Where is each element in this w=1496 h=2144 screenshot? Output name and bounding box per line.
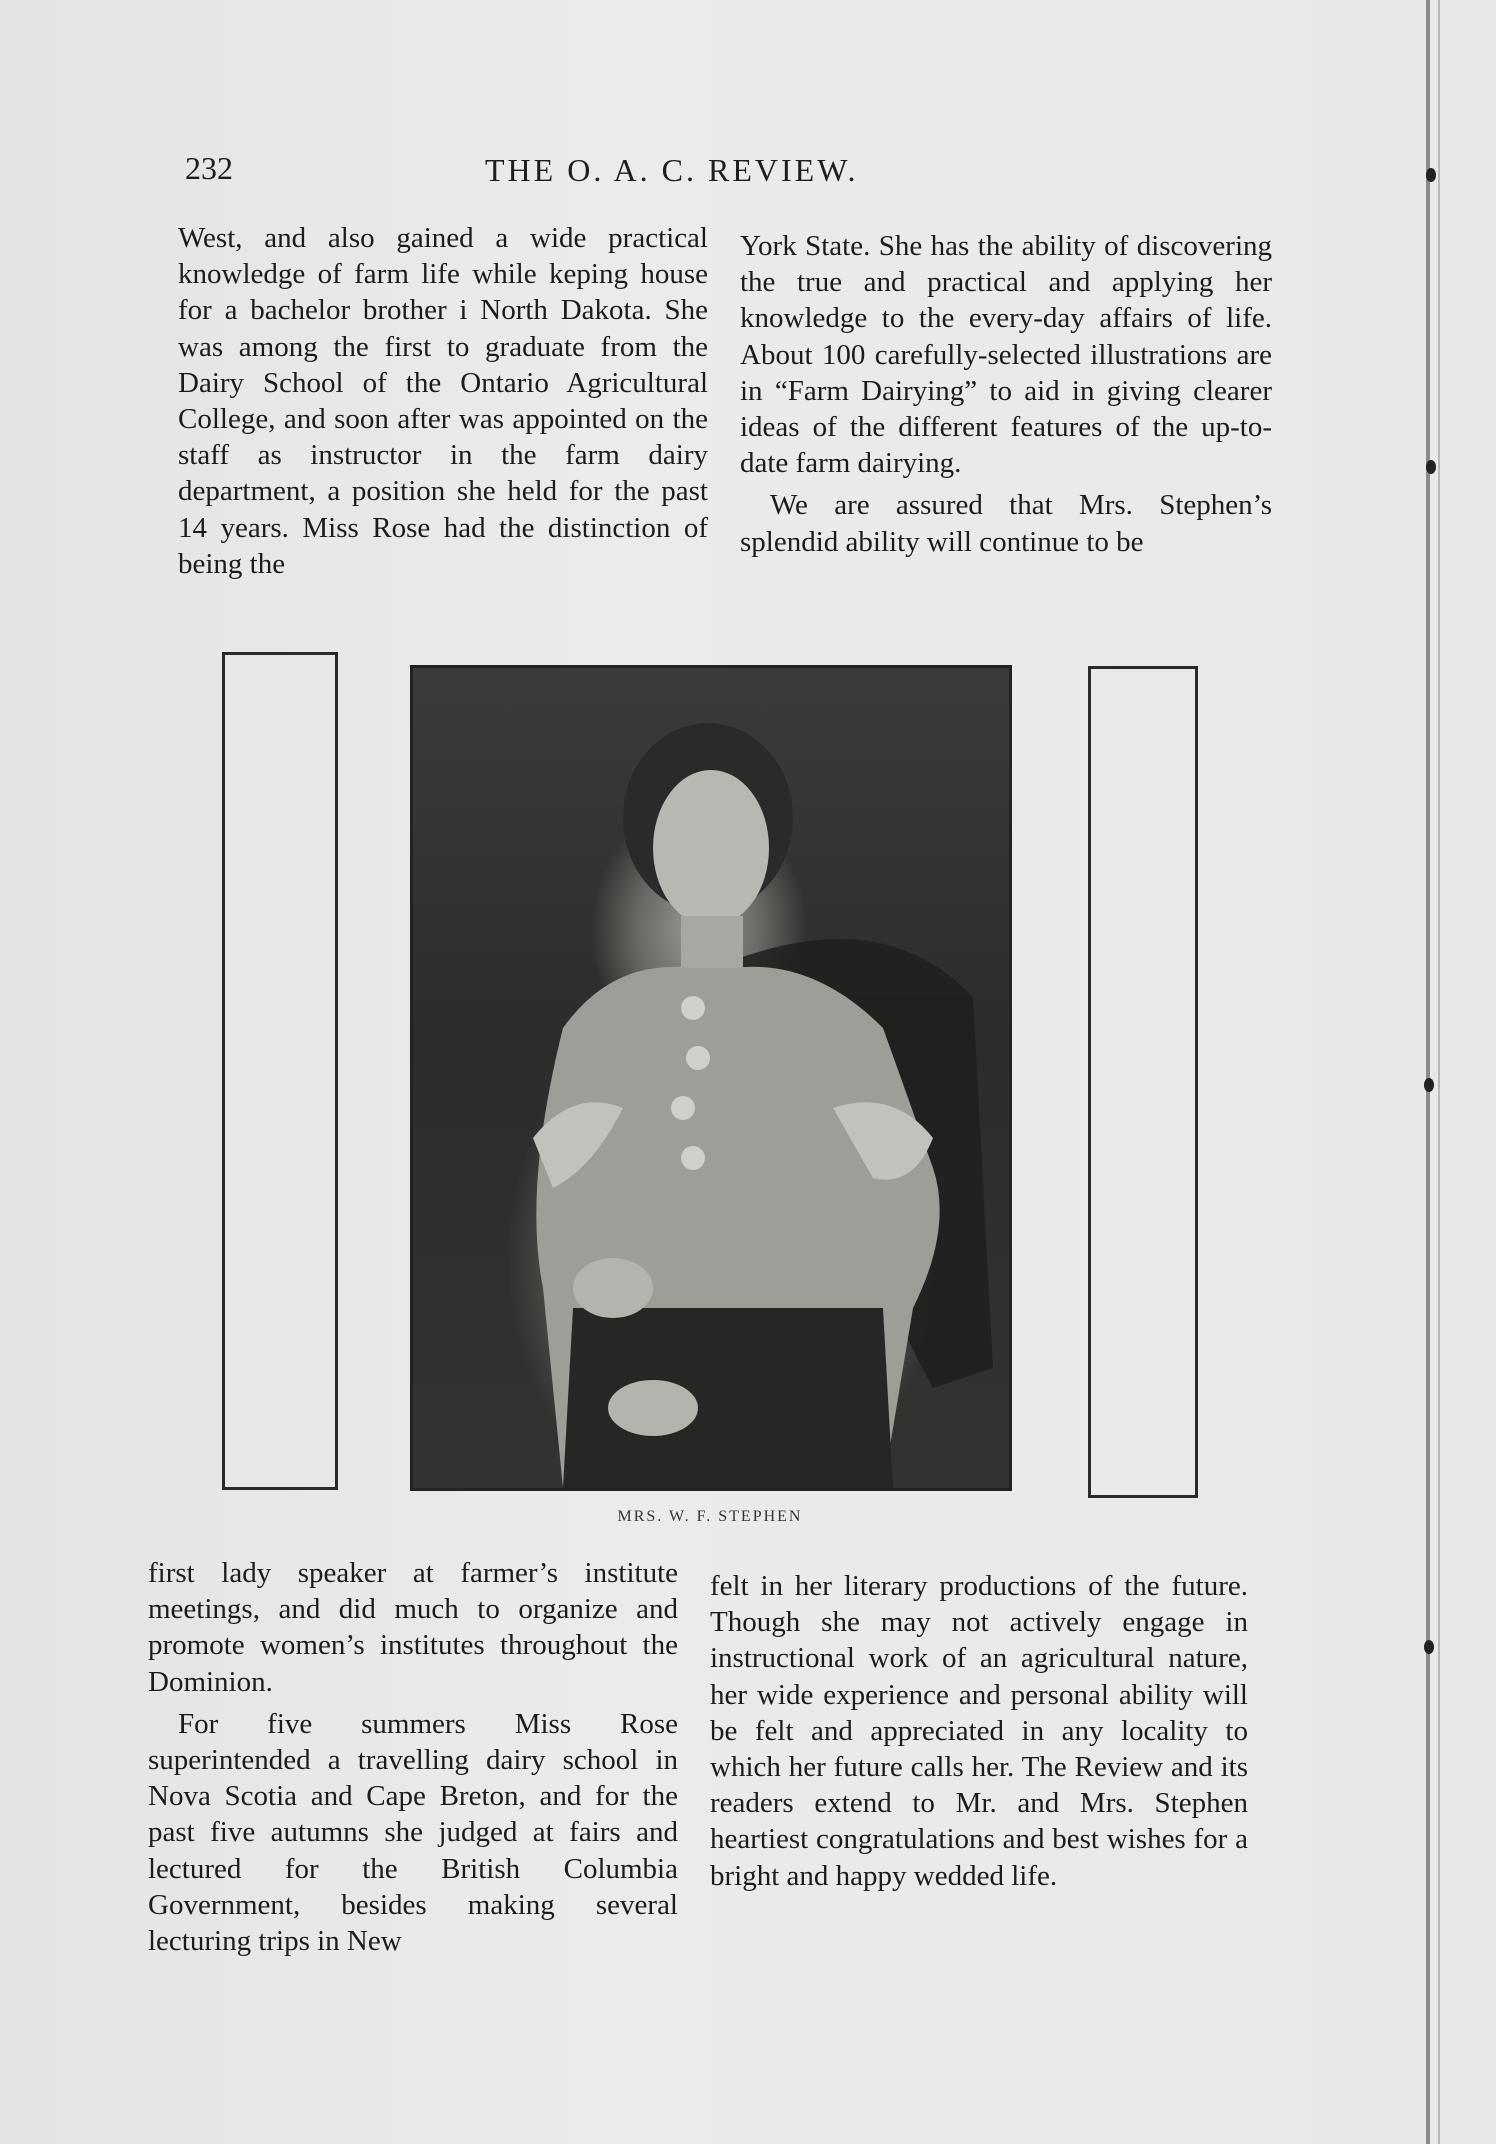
column-bottom-right <box>710 1568 1248 1894</box>
column-bottom-left <box>148 1555 678 1959</box>
edge-mark <box>1424 1078 1434 1092</box>
decorative-frame-right <box>1088 666 1198 1498</box>
portrait-illustration <box>413 668 1009 1488</box>
running-head: THE O. A. C. REVIEW. <box>485 152 859 188</box>
paragraph: felt in her literary productions of the future. Though she may not actively engage in instructional work of an agricultural nature, her wide experience and personal ability will be felt and appreciated in any locality to which her future calls her. The Review and its readers extend to Mr. and Mrs. Stephen heartiest congratulations and best wishes for a bright and happy wedded life. <box>710 1570 1248 1892</box>
portrait-photo <box>410 665 1012 1491</box>
paragraph: first lady speaker at farmer’s institute meetings, and did much to organize and promote women’s institutes throughout the Dominion. <box>148 1557 678 1698</box>
edge-mark <box>1426 168 1436 182</box>
edge-mark <box>1426 460 1436 474</box>
column-top-right <box>740 228 1272 560</box>
edge-mark <box>1424 1640 1434 1654</box>
binding-edge <box>1426 0 1430 2144</box>
paragraph: We are assured that Mrs. Stephen’s splendid ability will continue to be <box>740 489 1272 558</box>
binding-edge-inner <box>1438 0 1440 2144</box>
column-top-left <box>178 220 708 582</box>
paragraph: York State. She has the ability of discovering the true and practical and applying her knowledge to the every-day affairs of life. About 100 carefully-selected illustrations are in “Farm Dairying” to aid in giving clearer ideas of the different features of the up-to-date farm dairying. <box>740 230 1272 480</box>
decorative-frame-left <box>222 652 338 1490</box>
page-number: 232 <box>185 150 233 186</box>
photo-caption: MRS. W. F. STEPHEN <box>617 1508 803 1525</box>
page-header <box>185 150 1275 200</box>
paragraph: West, and also gained a wide practical knowledge of farm life while keping house for a bachelor brother i North Dakota. She was among the first to graduate from the Dairy School of the Ontario Agricultural College, and soon after was appointed on the staff as instructor in the farm dairy department, a position she held for the past 14 years. Miss Rose had the distinction of being the <box>178 222 708 580</box>
paragraph: For five summers Miss Rose superintended a travelling dairy school in Nova Scotia and Cape Breton, and for the past five autumns she judged at fairs and lectured for the British Columbia Government, besides making several lecturing trips in New <box>148 1707 678 1958</box>
